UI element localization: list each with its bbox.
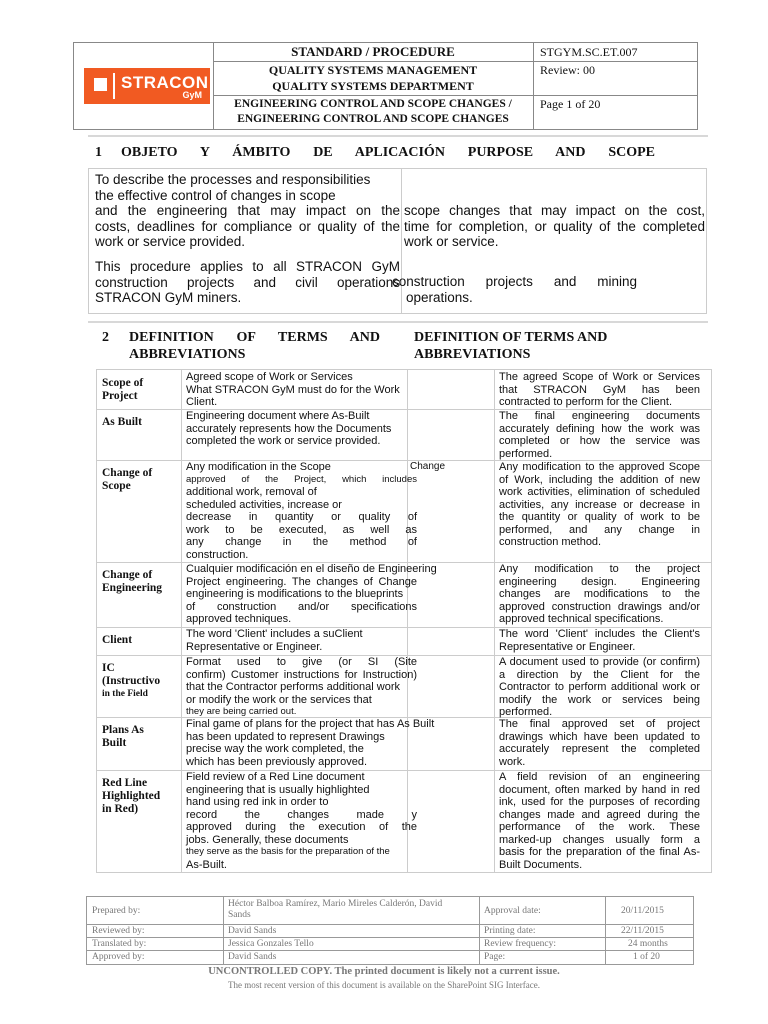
- translated-by-value: Jessica Gonzales Tello: [228, 939, 314, 949]
- right-line: ink, used for the purposes of recording: [499, 796, 700, 808]
- left-line: jobs. Generally, these documents: [186, 833, 349, 846]
- approved-by-label: Approved by:: [92, 952, 145, 962]
- term-line: in the Field: [102, 689, 148, 699]
- right-line: of Work, including the addition of new: [499, 473, 700, 486]
- header-line-4: ENGINEERING CONTROL AND SCOPE CHANGES /: [234, 98, 512, 110]
- header-line-3: QUALITY SYSTEMS DEPARTMENT: [272, 79, 474, 93]
- left-line: engineering is modifications to the blueprints: [186, 588, 404, 600]
- term-line: IC: [102, 662, 115, 674]
- definition-term: [102, 416, 142, 429]
- review-frequency-label: Review frequency:: [484, 939, 557, 949]
- right-line: Any modification to the project: [499, 563, 700, 575]
- section-1-right-paragraph-2: construction projects and mining operations.: [392, 274, 637, 305]
- left-line: they are being carried out.: [186, 706, 297, 717]
- left-line: engineering that is usually highlighted: [186, 783, 370, 796]
- section-1-number: 1: [95, 145, 102, 160]
- printing-date-label: Printing date:: [484, 926, 536, 936]
- definition-term: [102, 724, 144, 750]
- left-line: Field review of a Red Line document: [186, 771, 365, 783]
- right-line: drawings which have been updated to: [499, 730, 700, 743]
- term-line: Change of: [102, 569, 153, 581]
- section-2-number: 2: [102, 330, 109, 345]
- right-line: approved technical specifications.: [499, 613, 664, 625]
- right-line: marked-up changes usually form a: [499, 833, 700, 846]
- right-line: performed, and any change in: [499, 523, 700, 536]
- left-line: construction.: [186, 548, 249, 561]
- definition-left: [186, 461, 417, 561]
- printing-date-value: 22/11/2015: [621, 926, 664, 936]
- right-line: The final approved set of project: [499, 718, 700, 730]
- reviewed-by-label: Reviewed by:: [92, 926, 145, 936]
- definition-term: [102, 569, 162, 595]
- page-value: 1 of 20: [633, 952, 660, 962]
- left-line: Engineering document where As-Built: [186, 410, 370, 422]
- left-line: Client.: [186, 396, 218, 408]
- right-line: accurately represent the completed: [499, 743, 700, 755]
- right-line: approved construction drawings and/or: [499, 600, 700, 613]
- definition-left: [186, 628, 417, 653]
- left-line: Final game of plans for the project that has As Built: [186, 718, 435, 730]
- definition-right: [499, 771, 700, 871]
- recent-version-notice: The most recent version of this document is available on the SharePoint SIG Interface.: [228, 980, 540, 990]
- left-line: Format used to give (or SI (Site: [186, 656, 417, 668]
- right-line: The agreed Scope of Work or Services: [499, 371, 700, 383]
- right-line: A document used to provide (or confirm): [499, 656, 700, 668]
- left-line: decrease in quantity or quality of: [186, 511, 417, 523]
- term-line: Client: [102, 634, 133, 646]
- right-line: Built Documents.: [499, 858, 583, 871]
- right-line: performed.: [499, 706, 553, 718]
- left-line: of construction and/or specifications: [186, 600, 417, 613]
- translated-by-label: Translated by:: [92, 939, 147, 949]
- left-line: approved techniques.: [186, 613, 292, 625]
- right-line: construction method.: [499, 536, 602, 548]
- right-line: contracted to perform for the Client.: [499, 396, 673, 408]
- right-line: performance of the work. These: [499, 821, 700, 833]
- right-line: changes are modifications to the: [499, 588, 700, 600]
- definition-mid: [410, 461, 490, 474]
- logo-divider: [113, 73, 115, 99]
- right-line: Contractor to perform additional work or: [499, 681, 700, 693]
- definition-left: [186, 718, 435, 768]
- right-line: work.: [499, 755, 526, 768]
- term-line: Scope of: [102, 377, 144, 389]
- left-line: they serve as the basis for the preparation of the: [186, 846, 390, 857]
- right-line: work activities, elimination of scheduled: [499, 486, 700, 498]
- definition-term: [102, 634, 132, 647]
- right-line: performed.: [499, 447, 553, 460]
- left-line: Cualquier modificación en el diseño de Engineering: [186, 563, 437, 575]
- divider: [88, 321, 708, 323]
- term-line: As Built: [102, 416, 142, 428]
- header-line-5: ENGINEERING CONTROL AND SCOPE CHANGES: [237, 113, 509, 125]
- definition-right: [499, 628, 700, 653]
- definition-left: [186, 771, 417, 871]
- page-label: Page:: [484, 952, 506, 962]
- approval-date-value: 20/11/2015: [621, 906, 664, 916]
- term-line: Change of: [102, 467, 153, 479]
- divider: [88, 135, 708, 137]
- term-line: Scope: [102, 480, 131, 492]
- definition-term: [102, 377, 143, 403]
- header-line-2: QUALITY SYSTEMS MANAGEMENT: [268, 63, 478, 77]
- term-line: (Instructivo: [102, 675, 161, 687]
- left-line: or modify the work or the services that: [186, 693, 372, 706]
- left-line: work to be executed, as well as: [186, 523, 417, 536]
- right-line: activities, any increase or decrease in: [499, 498, 700, 511]
- definition-right: [499, 718, 700, 768]
- left-line: precise way the work completed, the: [186, 743, 364, 755]
- right-line: engineering design. Engineering: [499, 575, 700, 588]
- definition-left: [186, 563, 437, 626]
- left-line: approved during the execution of the: [186, 821, 417, 833]
- right-line: Representative or Engineer.: [499, 640, 636, 653]
- right-line: a direction by the Client for the: [499, 668, 700, 681]
- logo-square-icon: [94, 78, 107, 91]
- definition-right: [499, 461, 700, 549]
- left-line: has been updated to represent Drawings: [186, 730, 385, 743]
- definition-right: [499, 563, 700, 626]
- section-2-title-right-line-2: ABBREVIATIONS: [414, 347, 531, 362]
- left-line: As-Built.: [186, 858, 227, 871]
- section-1-left-paragraph-1: To describe the processes and responsibilities the effective control of changes in scope and the engineering that may impact on the costs, deadlines for compliance or quality of the work or service provided.: [95, 172, 400, 249]
- section-1-title: OBJETO Y ÁMBITO DE APLICACIÓN PURPOSE AND SCOPE: [121, 145, 655, 160]
- left-line: Agreed scope of Work or Services: [186, 371, 353, 383]
- reviewed-by-value: David Sands: [228, 926, 277, 936]
- right-line: that STRACON GyM has been: [499, 383, 700, 396]
- term-line: Highlighted: [102, 790, 161, 802]
- left-line: that the Contractor performs additional work: [186, 681, 400, 693]
- definition-right: [499, 656, 700, 719]
- right-line: A field revision of an engineering: [499, 771, 700, 783]
- approval-date-label: Approval date:: [484, 906, 541, 916]
- definition-left: [186, 656, 417, 719]
- footer-table: [86, 896, 694, 965]
- uncontrolled-copy-notice: UNCONTROLLED COPY. The printed document is likely not a current issue.: [208, 966, 560, 977]
- left-line: record the changes made y: [186, 808, 417, 821]
- right-line: accurately defining how the work was: [499, 422, 700, 435]
- left-line: What STRACON GyM must do for the Work: [186, 383, 400, 396]
- review-frequency-value: 24 months: [628, 939, 668, 949]
- term-line: Engineering: [102, 582, 163, 594]
- definition-left: [186, 410, 417, 448]
- left-line: confirm) Customer instructions for Instruction): [186, 668, 417, 681]
- term-line: Project: [102, 390, 138, 402]
- review-number: Review: 00: [540, 63, 595, 77]
- definition-right: [499, 410, 700, 460]
- right-line: The final engineering documents: [499, 410, 700, 422]
- left-line: scheduled activities, increase or: [186, 498, 342, 511]
- section-2-title-left-line-2: ABBREVIATIONS: [129, 347, 246, 362]
- definition-term: [102, 467, 152, 493]
- left-line: any change in the method of: [186, 536, 417, 548]
- right-line: Any modification to the approved Scope: [499, 461, 700, 473]
- left-line: approved of the Project, which includes: [186, 473, 417, 485]
- left-line: The word 'Client' includes a suClient: [186, 628, 363, 640]
- term-line: Plans As: [102, 724, 144, 736]
- right-line: The word 'Client' includes the Client's: [499, 628, 700, 640]
- document-header: [73, 42, 698, 130]
- left-line: accurately represents how the Documents: [186, 422, 392, 435]
- header-title: STANDARD / PROCEDURE: [291, 44, 455, 59]
- right-line: basis for the preparation of the final As-: [499, 846, 700, 858]
- definition-left: [186, 371, 417, 409]
- term-line: Red Line: [102, 777, 148, 789]
- left-line: Project engineering. The changes of Change: [186, 575, 417, 588]
- page-number: Page 1 of 20: [540, 97, 601, 111]
- right-line: the quantity or quality of work to be: [499, 511, 700, 523]
- definition-term: [102, 777, 160, 816]
- left-line: completed the work or service provided.: [186, 435, 381, 447]
- logo-subtext: GyM: [182, 90, 202, 100]
- left-line: hand using red ink in order to: [186, 796, 329, 808]
- definition-term: [102, 662, 160, 701]
- left-line: Representative or Engineer.: [186, 640, 323, 653]
- section-2-title-left: DEFINITION OF TERMS AND: [129, 330, 380, 345]
- document-code: STGYM.SC.ET.007: [540, 45, 638, 59]
- prepared-by-label: Prepared by:: [92, 906, 141, 916]
- stracon-gym-logo: [84, 68, 210, 104]
- prepared-by-value: Héctor Balboa Ramírez, Mario Mireles Calderón, David Sands: [228, 899, 443, 920]
- logo-text: STRACON: [121, 73, 209, 92]
- left-line: additional work, removal of: [186, 486, 317, 498]
- section-2-title-right: DEFINITION OF TERMS AND: [414, 330, 608, 345]
- right-line: document, often marked by hand in red: [499, 783, 700, 796]
- mid-line: Change: [410, 461, 446, 472]
- term-line: in Red): [102, 803, 139, 815]
- section-1-right-paragraph-1: scope changes that may impact on the cost, time for completion, or quality of the completed work or service.: [404, 203, 705, 249]
- right-line: completed or how the service was: [499, 435, 700, 447]
- definition-right: [499, 371, 700, 409]
- right-line: changes made and agreed during the: [499, 808, 700, 821]
- left-line: Any modification in the Scope: [186, 461, 331, 473]
- approved-by-value: David Sands: [228, 952, 277, 962]
- left-line: which has been previously approved.: [186, 755, 368, 768]
- section-1-left-paragraph-2: This procedure applies to all STRACON GyM construction projects and civil operations STRACON GyM miners.: [95, 259, 400, 305]
- term-line: Built: [102, 737, 127, 749]
- right-line: modify the work or services being: [499, 693, 700, 706]
